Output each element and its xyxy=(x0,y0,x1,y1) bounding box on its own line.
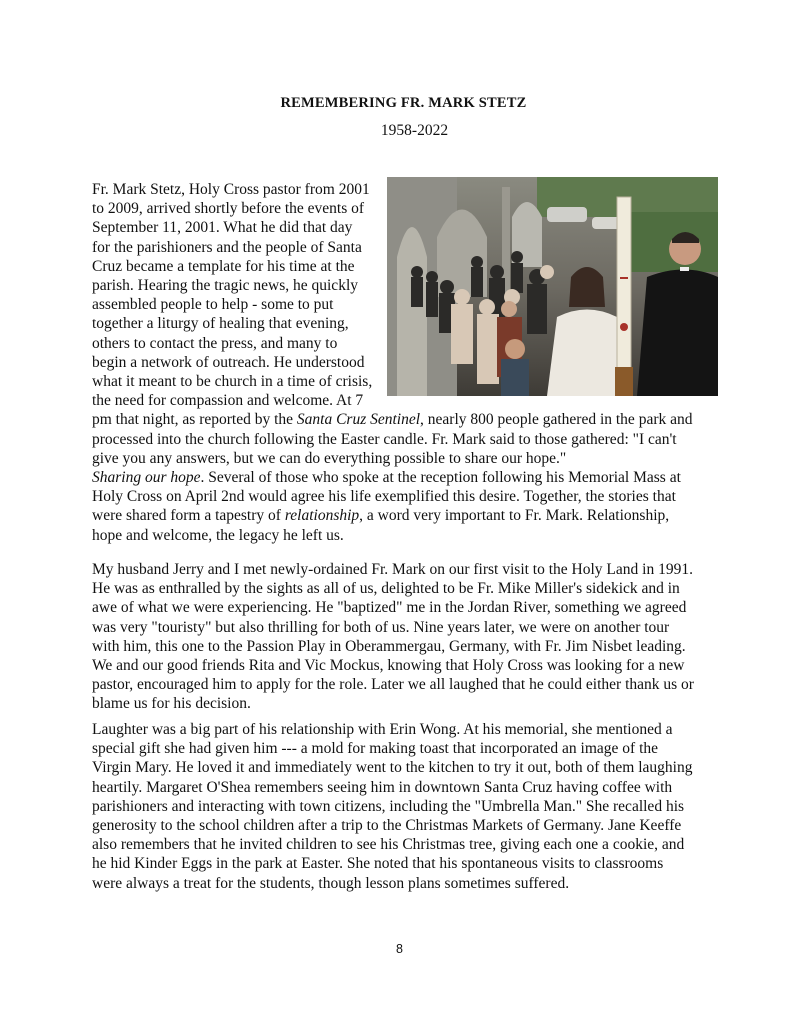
emphasis-relationship: relationship xyxy=(284,507,360,525)
text-line: Cruz became a template for his time at the xyxy=(92,257,355,275)
text-line: to 2009, arrived shortly before the events of xyxy=(92,200,365,218)
text-line: also remembers that he invited children to see his Christmas tree, giving each one a cookie, and xyxy=(92,836,685,854)
text-line: others to contact the press, and many to xyxy=(92,334,338,352)
paragraph-2 xyxy=(92,560,694,714)
text-line xyxy=(92,410,693,429)
text-line: Holy Cross on April 2nd would agree his life exemplified this desire. Together, the stories that xyxy=(92,488,676,506)
paragraph-1 xyxy=(92,180,693,545)
text-line: blame us for his decision. xyxy=(92,695,251,713)
text-span: were shared form a tapestry of xyxy=(92,507,285,525)
text-line: We and our good friends Rita and Vic Mockus, knowing that Holy Cross was looking for a new xyxy=(92,657,685,675)
text-line: he hid Kinder Eggs in the park at Easter. She noted that his spontaneous visits to classrooms xyxy=(92,855,664,873)
text-line: Fr. Mark Stetz, Holy Cross pastor from 2001 xyxy=(92,181,370,198)
text-line: was very "touristy" but also thrilling for both of us. Nine years later, we were on another tour xyxy=(92,618,670,636)
text-line: awe of what we were experiencing. He "baptized" me in the Jordan River, something we agreed xyxy=(92,599,687,617)
text-span: , a word very important to Fr. Mark. Relationship, xyxy=(359,507,670,525)
text-line: for the parishioners and the people of Santa xyxy=(92,238,362,256)
page-title: REMEMBERING FR. MARK STETZ xyxy=(280,95,527,111)
text-line: Laughter was a big part of his relationship with Erin Wong. At his memorial, she mentioned a xyxy=(92,721,673,738)
text-line: were always a treat for the students, though lesson plans sometimes suffered. xyxy=(92,874,570,892)
text-line: pastor, encouraged him to apply for the role. Later we all laughed that he could either thank us or xyxy=(92,676,694,694)
text-span: . Several of those who spoke at the reception following his Memorial Mass at xyxy=(200,469,681,487)
text-line: begin a network of outreach. He understood xyxy=(92,353,365,371)
text-span: , nearly 800 people gathered in the park and xyxy=(420,411,693,429)
text-line xyxy=(92,506,693,525)
text-line: special gift she had given him --- a mold for making toast that incorporated an image of the xyxy=(92,740,659,758)
text-line: Virgin Mary. He loved it and immediately went to the kitchen to try it out, both of them laughing xyxy=(92,759,693,777)
text-line: heartily. Margaret O'Shea remembers seeing him in downtown Santa Cruz having coffee with xyxy=(92,778,673,796)
emphasis-sharing-our-hope: Sharing our hope xyxy=(92,469,201,487)
text-line: what it meant to be church in a time of crisis, xyxy=(92,373,373,391)
text-line: generosity to the school children after a trip to the Christmas Markets of Germany. Jane Keeffe xyxy=(92,817,682,835)
text-span: pm that night, as reported by the xyxy=(92,411,297,429)
text-line: the need for compassion and welcome. At 7 xyxy=(92,392,364,410)
text-line: with him, this one to the Passion Play in Oberammergau, Germany, with Fr. Jim Nisbet leading. xyxy=(92,637,686,655)
newspaper-name: Santa Cruz Sentinel xyxy=(296,411,421,429)
page-number: 8 xyxy=(396,942,403,956)
text-line: assembled people to help - some to put xyxy=(92,296,334,314)
page-subtitle-years: 1958-2022 xyxy=(380,122,449,139)
text-line: together a liturgy of healing that evening, xyxy=(92,315,349,333)
text-line: He was as enthralled by the sights as all of us, delighted to be Fr. Mike Miller's sidekick and in xyxy=(92,580,680,598)
text-line: give you any answers, but we can do everything possible to share our hope." xyxy=(92,449,567,467)
text-line xyxy=(92,468,693,487)
text-line: parishioners and interacting with town citizens, including the "Umbrella Man." She recalled his xyxy=(92,797,685,815)
text-line: hope and welcome, the legacy he left us. xyxy=(92,526,344,544)
text-line: My husband Jerry and I met newly-ordained Fr. Mark on our first visit to the Holy Land in 1991. xyxy=(92,561,693,578)
text-line: parish. Hearing the tragic news, he quickly xyxy=(92,277,358,295)
text-line: September 11, 2001. What he did that day xyxy=(92,219,353,237)
text-line: processed into the church following the Easter candle. Fr. Mark said to those gathered: "I can't xyxy=(92,430,677,448)
paragraph-3 xyxy=(92,720,692,893)
